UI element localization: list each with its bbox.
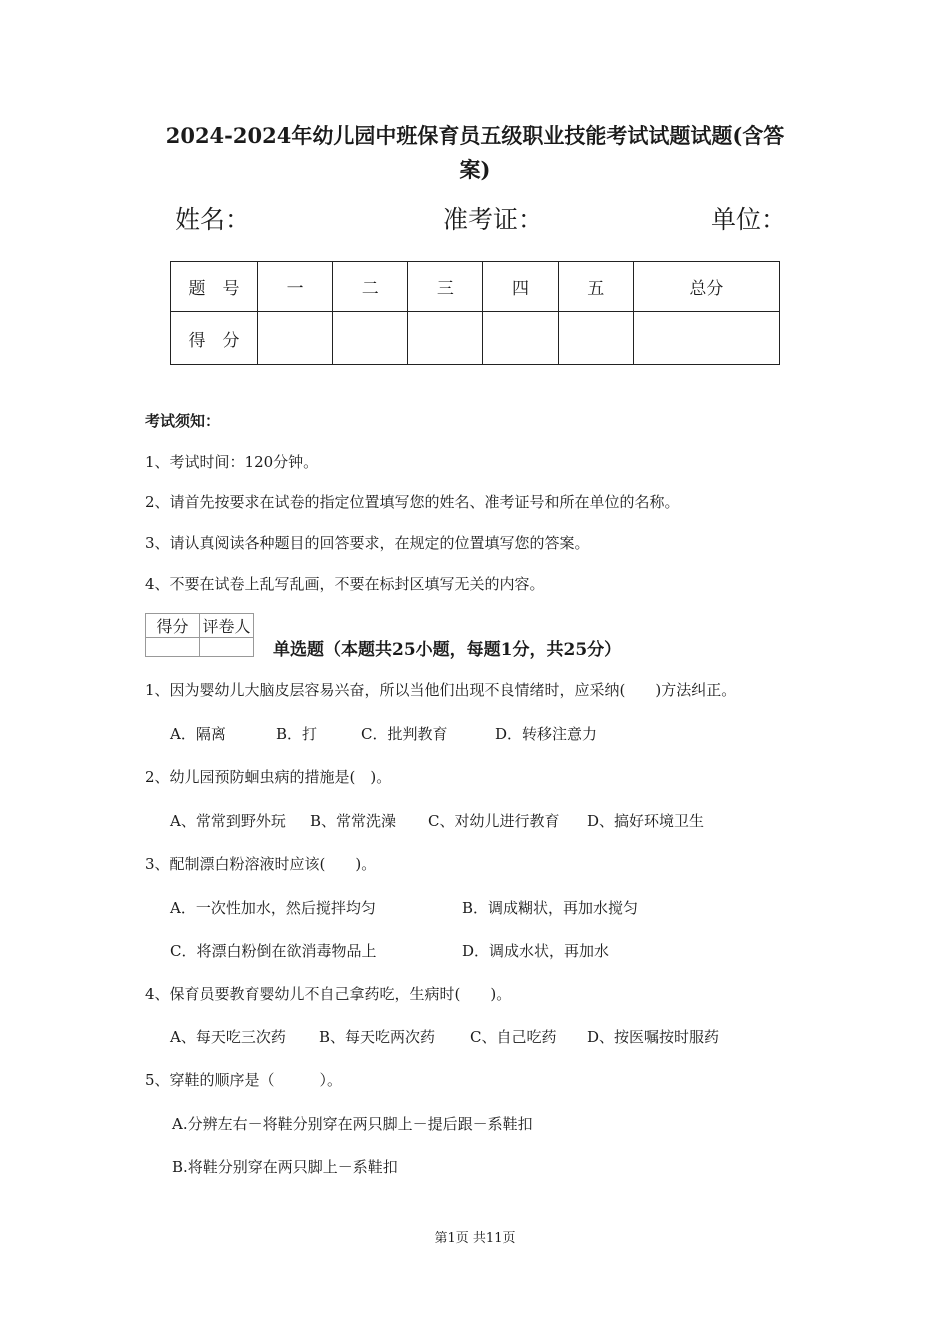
notice-item-1: 1、考试时间：120分钟。 bbox=[145, 453, 319, 471]
question-2-option-a: A、常常到野外玩 bbox=[170, 812, 286, 830]
question-2-option-b: B、常常洗澡 bbox=[310, 812, 397, 830]
question-1-option-d: D．转移注意力 bbox=[495, 725, 598, 743]
header-cell-total: 总分 bbox=[633, 262, 779, 312]
header-cell-section-2: 二 bbox=[333, 262, 408, 312]
score-cell-5 bbox=[558, 312, 633, 365]
score-cell-1 bbox=[258, 312, 333, 365]
header-cell-section-3: 三 bbox=[408, 262, 483, 312]
grader-name-cell bbox=[200, 638, 254, 657]
page-footer: 第1页 共11页 bbox=[434, 1231, 516, 1246]
question-4: 4、保育员要教育婴幼儿不自己拿药吃，生病时( )。 bbox=[145, 985, 512, 1003]
question-5-option-a: A.分辨左右－将鞋分别穿在两只脚上－提后跟－系鞋扣 bbox=[172, 1115, 533, 1133]
question-1-option-b: B．打 bbox=[276, 725, 318, 743]
question-5-option-b: B.将鞋分别穿在两只脚上－系鞋扣 bbox=[172, 1158, 398, 1176]
grader-name-label: 评卷人 bbox=[200, 614, 254, 638]
score-cell-total bbox=[633, 312, 779, 365]
section-title: 单选题（本题共25小题，每题1分，共25分） bbox=[273, 640, 622, 660]
notice-item-3: 3、请认真阅读各种题目的回答要求，在规定的位置填写您的答案。 bbox=[145, 534, 590, 552]
header-cell-section-5: 五 bbox=[558, 262, 633, 312]
grader-box bbox=[145, 613, 254, 657]
question-4-option-a: A、每天吃三次药 bbox=[170, 1028, 286, 1046]
header-cell-section-1: 一 bbox=[258, 262, 333, 312]
question-2-option-d: D、搞好环境卫生 bbox=[587, 812, 705, 830]
grader-score-cell bbox=[146, 638, 200, 657]
score-row-label: 得 分 bbox=[171, 312, 258, 365]
score-cell-4 bbox=[483, 312, 558, 365]
score-cell-3 bbox=[408, 312, 483, 365]
question-4-option-b: B、每天吃两次药 bbox=[319, 1028, 436, 1046]
question-3-option-c: C．将漂白粉倒在欲消毒物品上 bbox=[170, 942, 377, 960]
question-3: 3、配制漂白粉溶液时应该( )。 bbox=[145, 855, 377, 873]
name-label: 姓名： bbox=[175, 205, 251, 234]
header-cell-section-4: 四 bbox=[483, 262, 558, 312]
exam-title-line-1: 2024-2024年幼儿园中班保育员五级职业技能考试试题试题(含答 bbox=[165, 123, 785, 148]
question-2-option-c: C、对幼儿进行教育 bbox=[428, 812, 560, 830]
question-4-option-c: C、自己吃药 bbox=[470, 1028, 557, 1046]
question-2: 2、幼儿园预防蛔虫病的措施是( )。 bbox=[145, 768, 392, 786]
score-cell-2 bbox=[333, 312, 408, 365]
question-1: 1、因为婴幼儿大脑皮层容易兴奋，所以当他们出现不良情绪时，应采纳( )方法纠正。 bbox=[145, 681, 737, 699]
score-table-header-row bbox=[171, 262, 780, 312]
notice-item-4: 4、不要在试卷上乱写乱画，不要在标封区填写无关的内容。 bbox=[145, 575, 545, 593]
score-table bbox=[170, 261, 780, 365]
question-5: 5、穿鞋的顺序是（ ）。 bbox=[145, 1071, 343, 1089]
question-3-option-a: A．一次性加水，然后搅拌均匀 bbox=[170, 899, 376, 917]
unit-label: 单位： bbox=[711, 205, 787, 234]
question-1-option-a: A．隔离 bbox=[170, 725, 226, 743]
question-3-option-d: D．调成水状，再加水 bbox=[462, 942, 610, 960]
score-table-score-row bbox=[171, 312, 780, 365]
notice-item-2: 2、请首先按要求在试卷的指定位置填写您的姓名、准考证号和所在单位的名称。 bbox=[145, 493, 680, 511]
question-3-option-b: B．调成糊状，再加水搅匀 bbox=[462, 899, 639, 917]
exam-id-label: 准考证： bbox=[443, 205, 544, 234]
question-1-option-c: C．批判教育 bbox=[361, 725, 448, 743]
header-cell-question-number: 题 号 bbox=[171, 262, 258, 312]
question-4-option-d: D、按医嘱按时服药 bbox=[587, 1028, 720, 1046]
grader-score-label: 得分 bbox=[146, 614, 200, 638]
exam-title-line-2: 案) bbox=[459, 157, 491, 182]
notice-title: 考试须知： bbox=[145, 412, 221, 430]
